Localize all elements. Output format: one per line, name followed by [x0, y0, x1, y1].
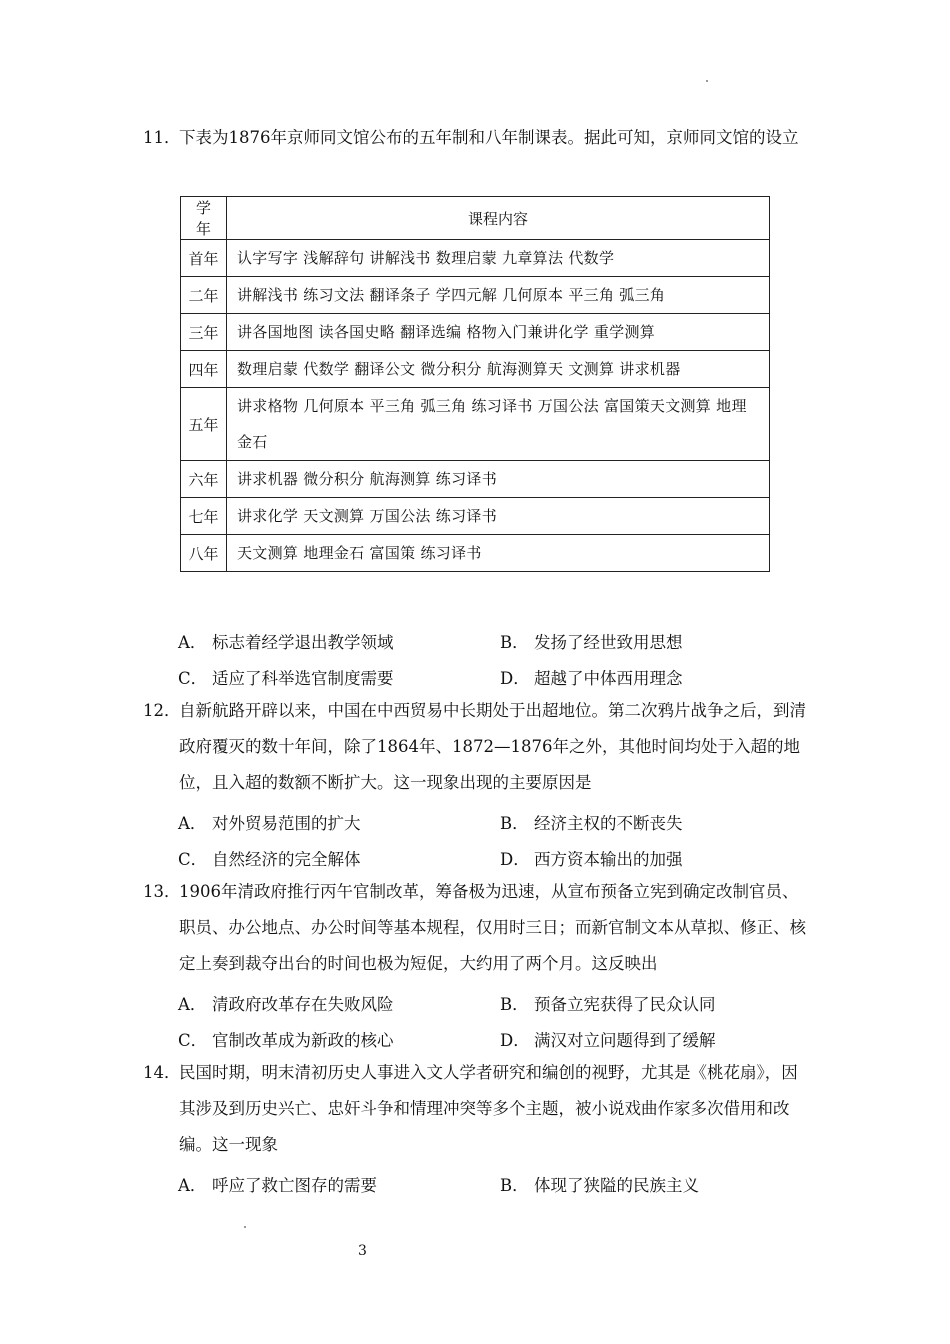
option-letter: A． [178, 1176, 207, 1195]
option-d[interactable] [500, 846, 683, 870]
option-text: 满汉对立问题得到了缓解 [534, 1031, 716, 1050]
option-text: 自然经济的完全解体 [212, 850, 361, 869]
question-number: 14． [143, 1063, 181, 1082]
option-c[interactable] [178, 665, 394, 689]
option-text: 呼应了救亡图存的需要 [212, 1176, 377, 1195]
option-a[interactable] [178, 1172, 377, 1196]
option-text: 标志着经学退出教学领域 [212, 633, 394, 652]
table-row [181, 461, 770, 498]
option-text: 发扬了经世致用思想 [534, 633, 683, 652]
option-text: 对外贸易范围的扩大 [212, 814, 361, 833]
question-text: 民国时期，明末清初历史人事进入文人学者研究和编创的视野，尤其是《桃花扇》，因其涉及到历史兴亡、忠奸斗争和情理冲突等多个主题，被小说戏曲作家多次借用和改编。这一现象 [179, 1063, 798, 1154]
content-cell: 讲求机器 微分积分 航海测算 练习译书 [227, 461, 770, 498]
option-letter: B． [500, 1176, 529, 1195]
table-row [181, 314, 770, 351]
option-letter: D． [500, 669, 530, 688]
option-letter: C． [178, 1031, 208, 1050]
question-number: 11． [143, 128, 181, 147]
scan-speck [244, 1226, 246, 1228]
header-year: 学年 [181, 197, 227, 240]
year-cell: 三年 [181, 314, 227, 351]
option-text: 适应了科举选官制度需要 [212, 669, 394, 688]
content-cell: 讲求化学 天文测算 万国公法 练习译书 [227, 498, 770, 535]
option-letter: B． [500, 814, 529, 833]
question-13 [143, 874, 813, 982]
option-text: 官制改革成为新政的核心 [212, 1031, 394, 1050]
table-header-row [181, 197, 770, 240]
option-text: 超越了中体西用理念 [534, 669, 683, 688]
content-cell: 数理启蒙 代数学 翻译公文 微分积分 航海测算天 文测算 讲求机器 [227, 351, 770, 388]
option-letter: D． [500, 850, 530, 869]
question-text: 1906年清政府推行丙午官制改革，筹备极为迅速，从宣布预备立宪到确定改制官员、职员、办公地点、办公时间等基本规程，仅用时三日；而新官制文本从草拟、修正、核定上奏到裁夺出台的时间也极为短促，大约用了两个月。这反映出 [179, 882, 806, 973]
option-b[interactable] [500, 629, 683, 653]
year-cell: 首年 [181, 240, 227, 277]
option-letter: B． [500, 633, 529, 652]
header-content: 课程内容 [227, 197, 770, 240]
option-b[interactable] [500, 810, 683, 834]
year-cell: 五年 [181, 388, 227, 461]
year-cell: 七年 [181, 498, 227, 535]
option-letter: C． [178, 850, 208, 869]
year-cell: 八年 [181, 535, 227, 572]
year-cell: 二年 [181, 277, 227, 314]
year-cell: 四年 [181, 351, 227, 388]
question-number: 12． [143, 701, 181, 720]
option-d[interactable] [500, 1027, 716, 1051]
option-text: 西方资本输出的加强 [534, 850, 683, 869]
table-row [181, 277, 770, 314]
question-14 [143, 1055, 813, 1163]
content-cell: 天文测算 地理金石 富国策 练习译书 [227, 535, 770, 572]
option-text: 清政府改革存在失败风险 [212, 995, 394, 1014]
year-cell: 六年 [181, 461, 227, 498]
content-cell: 讲解浅书 练习文法 翻译条子 学四元解 几何原本 平三角 弧三角 [227, 277, 770, 314]
option-letter: C． [178, 669, 208, 688]
option-c[interactable] [178, 1027, 394, 1051]
question-number: 13． [143, 882, 181, 901]
content-cell: 讲各国地图 读各国史略 翻译选编 格物入门兼讲化学 重学测算 [227, 314, 770, 351]
option-a[interactable] [178, 629, 394, 653]
table-row [181, 535, 770, 572]
table-row [181, 388, 770, 461]
option-letter: B． [500, 995, 529, 1014]
scan-speck [706, 80, 708, 82]
option-text: 预备立宪获得了民众认同 [534, 995, 716, 1014]
question-11 [143, 120, 813, 156]
option-c[interactable] [178, 846, 361, 870]
question-12 [143, 693, 813, 801]
course-table [180, 196, 770, 572]
table-row [181, 351, 770, 388]
option-a[interactable] [178, 991, 394, 1015]
option-text: 体现了狭隘的民族主义 [534, 1176, 699, 1195]
question-text: 下表为1876年京师同文馆公布的五年制和八年制课表。据此可知，京师同文馆的设立 [179, 128, 799, 147]
table-row [181, 240, 770, 277]
option-d[interactable] [500, 665, 683, 689]
option-text: 经济主权的不断丧失 [534, 814, 683, 833]
option-letter: D． [500, 1031, 530, 1050]
question-text: 自新航路开辟以来，中国在中西贸易中长期处于出超地位。第二次鸦片战争之后，到清政府覆灭的数十年间，除了1864年、1872—1876年之外，其他时间均处于入超的地位，且入超的数额不断扩大。这一现象出现的主要原因是 [179, 701, 806, 792]
option-b[interactable] [500, 991, 716, 1015]
option-b[interactable] [500, 1172, 699, 1196]
content-cell: 讲求格物 几何原本 平三角 弧三角 练习译书 万国公法 富国策天文测算 地理金石 [227, 388, 770, 461]
option-a[interactable] [178, 810, 361, 834]
page-number: 3 [358, 1243, 367, 1259]
option-letter: A． [178, 814, 207, 833]
table-row [181, 498, 770, 535]
option-letter: A． [178, 633, 207, 652]
content-cell: 认字写字 浅解辞句 讲解浅书 数理启蒙 九章算法 代数学 [227, 240, 770, 277]
option-letter: A． [178, 995, 207, 1014]
